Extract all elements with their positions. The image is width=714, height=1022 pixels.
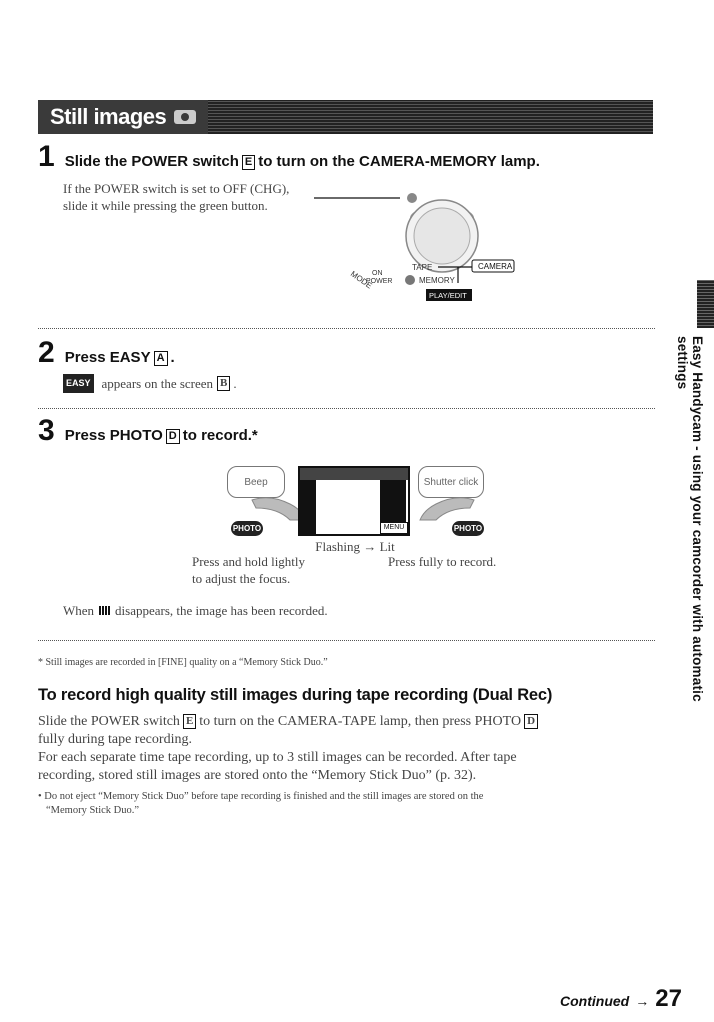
step-1-line-1: If the POWER switch is set to OFF (CHG), bbox=[63, 181, 290, 196]
camera-memory-icon bbox=[174, 110, 196, 124]
step-2-heading bbox=[38, 336, 175, 370]
continued-label: Continued bbox=[560, 993, 630, 1009]
half-press-caption bbox=[192, 553, 305, 587]
power-dial-inner bbox=[414, 208, 470, 264]
when-a: When bbox=[63, 603, 95, 618]
step-3-number: 3 bbox=[38, 414, 55, 447]
lcd-left-panel bbox=[300, 480, 314, 534]
dual-rec-box-2: D bbox=[524, 714, 538, 729]
lcd-screen-illustration bbox=[298, 466, 410, 536]
when-b: disappears, the image has been recorded. bbox=[115, 603, 328, 618]
dual-rec-p2-a: For each separate time tape recording, up to 3 still images can be recorded. After tape bbox=[38, 750, 517, 765]
step-3-box: D bbox=[166, 429, 180, 444]
divider-1 bbox=[38, 328, 655, 329]
easy-badge: EASY bbox=[63, 374, 94, 393]
dual-rec-box-1: E bbox=[183, 714, 196, 729]
dual-rec-note bbox=[38, 790, 483, 818]
page-number: 27 bbox=[655, 985, 682, 1012]
dual-rec-p2-b: recording, stored still images are stored onto the “Memory Stick Duo” (p. 32). bbox=[38, 768, 477, 783]
lcd-focus-line bbox=[314, 480, 316, 534]
half-press-line-1: Press and hold lightly bbox=[192, 554, 306, 569]
flashing-label: Flashing bbox=[315, 539, 361, 554]
tape-label: TAPE bbox=[412, 263, 433, 272]
dual-rec-paragraph bbox=[38, 713, 663, 785]
dual-rec-p1-b: to turn on the CAMERA-TAPE lamp, then press PHOTO bbox=[199, 714, 522, 729]
side-section-label: Easy Handycam - using your camcorder with automatic settings bbox=[675, 336, 705, 702]
dual-rec-p1-c: fully during tape recording. bbox=[38, 732, 192, 747]
lcd-status-bar bbox=[300, 468, 408, 480]
step-2-text-a: Press EASY bbox=[64, 349, 151, 366]
when-disappears-text bbox=[63, 602, 328, 619]
step-1-heading bbox=[38, 140, 540, 174]
dual-rec-line-1 bbox=[38, 713, 663, 731]
half-press-line-2: to adjust the focus. bbox=[192, 571, 291, 586]
divider-2 bbox=[38, 408, 655, 409]
arrow-icon: → bbox=[363, 539, 377, 554]
play-edit-label: PLAY/EDIT bbox=[429, 291, 467, 300]
mode-label: MODE bbox=[348, 269, 374, 291]
step-1-text bbox=[65, 153, 540, 170]
step-2-end: . bbox=[233, 376, 237, 391]
memory-icon bbox=[405, 275, 415, 285]
green-button bbox=[407, 193, 417, 203]
dual-rec-heading: To record high quality still images during tape recording (Dual Rec) bbox=[38, 686, 553, 704]
page-footer bbox=[560, 985, 682, 1013]
lcd-menu-button: MENU bbox=[380, 522, 408, 534]
page-title-text: Still images bbox=[50, 104, 167, 129]
focus-bars-icon bbox=[99, 606, 110, 615]
dual-rec-note-b: “Memory Stick Duo.” bbox=[46, 805, 140, 816]
step-1-text-a: Slide the POWER switch bbox=[64, 153, 239, 170]
lit-label: Lit bbox=[379, 539, 395, 554]
beep-label: Beep bbox=[244, 476, 268, 488]
step-1-text-b: to turn on the CAMERA-MEMORY lamp. bbox=[258, 153, 540, 170]
shutter-label: Shutter click bbox=[423, 476, 479, 488]
step-2-description bbox=[63, 374, 237, 393]
step-1-box: E bbox=[242, 155, 255, 170]
on-label: ON bbox=[372, 270, 383, 277]
photo-button-left: PHOTO bbox=[231, 521, 263, 536]
step-2-text bbox=[65, 349, 175, 366]
step-3-heading bbox=[38, 414, 258, 448]
memory-label: MEMORY bbox=[419, 276, 455, 285]
power-switch-illustration bbox=[300, 180, 540, 310]
power-label: POWER bbox=[366, 278, 393, 285]
continued-arrow-icon: → bbox=[635, 993, 650, 1009]
camera-lamp-label: CAMERA bbox=[478, 262, 513, 271]
step-3-text-a: Press PHOTO bbox=[64, 427, 163, 444]
full-press-hand-shape bbox=[420, 498, 474, 520]
side-tab-marker bbox=[697, 280, 714, 328]
step-2-box: A bbox=[154, 351, 168, 366]
full-press-hand-icon bbox=[418, 494, 478, 522]
step-2-number: 2 bbox=[38, 336, 55, 369]
step-2-screen-box: B bbox=[217, 376, 230, 391]
step-1-line-2: slide it while pressing the green button. bbox=[63, 198, 268, 213]
step-3-text bbox=[65, 427, 258, 444]
photo-button-right: PHOTO bbox=[452, 521, 484, 536]
dual-rec-note-a: • Do not eject “Memory Stick Duo” before tape recording is finished and the still images are stored on the bbox=[38, 791, 484, 802]
step-2-text-b: . bbox=[170, 349, 175, 366]
page-title bbox=[38, 100, 208, 134]
dual-rec-p1-a: Slide the POWER switch bbox=[38, 714, 180, 729]
footnote: * Still images are recorded in [FINE] quality on a “Memory Stick Duo.” bbox=[38, 657, 328, 668]
step-3-text-b: to record.* bbox=[182, 427, 258, 444]
step-1-description bbox=[63, 180, 289, 214]
divider-3 bbox=[38, 640, 655, 641]
full-press-caption: Press fully to record. bbox=[388, 554, 497, 569]
step-1-number: 1 bbox=[38, 140, 55, 173]
step-2-text-body: appears on the screen bbox=[101, 376, 214, 391]
